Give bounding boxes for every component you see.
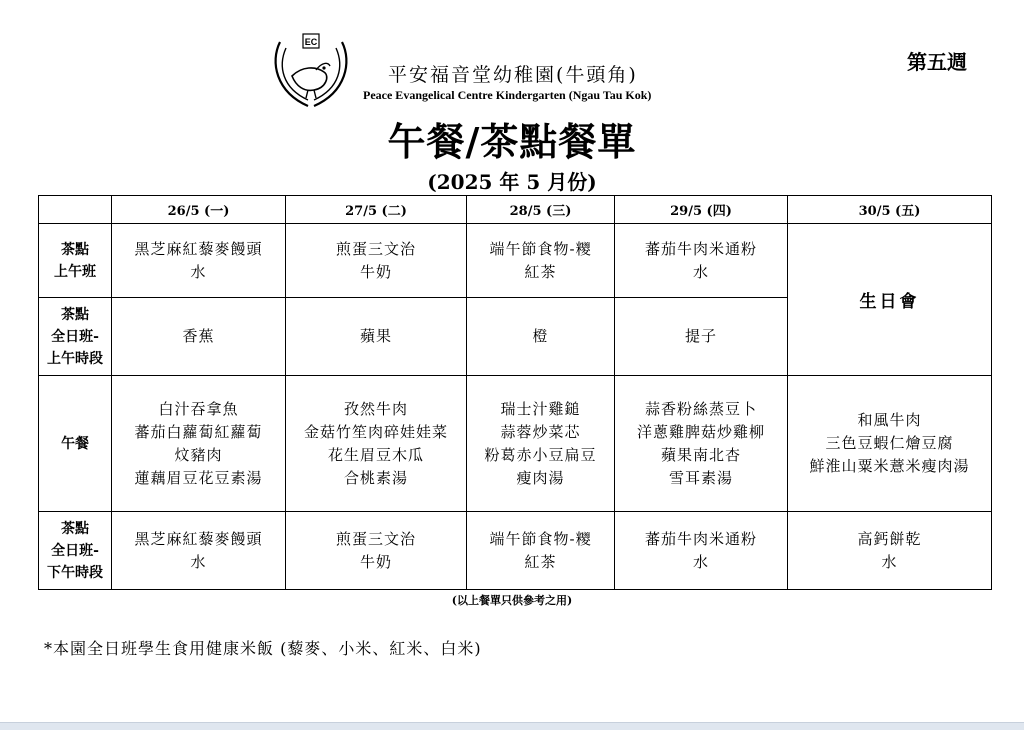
menu-cell: 白汁吞拿魚 蕃茄白蘿蔔紅蘿蔔 炆豬肉 蓮藕眉豆花豆素湯: [112, 376, 286, 512]
menu-cell: 提子: [615, 298, 788, 376]
corner-cell: [39, 196, 112, 224]
day-header: 26/5 (一): [112, 196, 286, 224]
school-logo: [268, 32, 354, 112]
menu-table: [38, 195, 992, 590]
row-label: 茶點 全日班- 上午時段: [39, 298, 112, 376]
menu-cell: 端午節食物-糭 紅茶: [467, 224, 615, 298]
row-label: 茶點 上午班: [39, 224, 112, 298]
table-row: [39, 376, 992, 512]
dove-hands-logo-icon: [268, 32, 354, 112]
table-row: [39, 224, 992, 298]
menu-cell: 端午節食物-糭 紅茶: [467, 512, 615, 590]
menu-cell: 蕃茄牛肉米通粉 水: [615, 512, 788, 590]
row-label: 茶點 全日班- 下午時段: [39, 512, 112, 590]
reference-footnote: (以上餐單只供參考之用): [451, 594, 573, 607]
menu-cell: 煎蛋三文治 牛奶: [286, 224, 467, 298]
day-header: 29/5 (四): [615, 196, 788, 224]
table-row: [39, 512, 992, 590]
week-label: 第五週: [907, 50, 967, 74]
day-header: 30/5 (五): [788, 196, 992, 224]
school-name-english: Peace Evangelical Centre Kindergarten (Ngau Tau Kok): [363, 88, 652, 102]
svg-text:EC: EC: [304, 37, 318, 47]
menu-cell: 孜然牛肉 金菇竹笙肉碎娃娃菜 花生眉豆木瓜 合桃素湯: [286, 376, 467, 512]
month-label: (2025 年 5 月份): [427, 170, 597, 194]
menu-cell: 和風牛肉 三色豆蝦仁燴豆腐 鮮淮山粟米薏米瘦肉湯: [788, 376, 992, 512]
menu-cell: 蕃茄牛肉米通粉 水: [615, 224, 788, 298]
day-header: 27/5 (二): [286, 196, 467, 224]
menu-cell: 蘋果: [286, 298, 467, 376]
menu-cell: 煎蛋三文治 牛奶: [286, 512, 467, 590]
header-row: [39, 196, 992, 224]
row-label: 午餐: [39, 376, 112, 512]
page-title: 午餐/茶點餐單: [387, 119, 637, 164]
menu-cell: 高鈣餅乾 水: [788, 512, 992, 590]
menu-cell: 香蕉: [112, 298, 286, 376]
rice-note: *本園全日班學生食用健康米飯 (藜麥、小米、紅米、白米): [44, 639, 482, 658]
day-header: 28/5 (三): [467, 196, 615, 224]
menu-cell: 蒜香粉絲蒸豆卜 洋蔥雞脾菇炒雞柳 蘋果南北杏 雪耳素湯: [615, 376, 788, 512]
menu-cell: 黑芝麻紅藜麥饅頭 水: [112, 512, 286, 590]
menu-cell: 黑芝麻紅藜麥饅頭 水: [112, 224, 286, 298]
birthday-cell: 生日會: [788, 224, 992, 376]
menu-cell: 橙: [467, 298, 615, 376]
school-name-chinese: 平安福音堂幼稚園(牛頭角): [388, 64, 638, 86]
menu-cell: 瑞士汁雞鎚 蒜蓉炒菜芯 粉葛赤小豆扁豆 瘦肉湯: [467, 376, 615, 512]
